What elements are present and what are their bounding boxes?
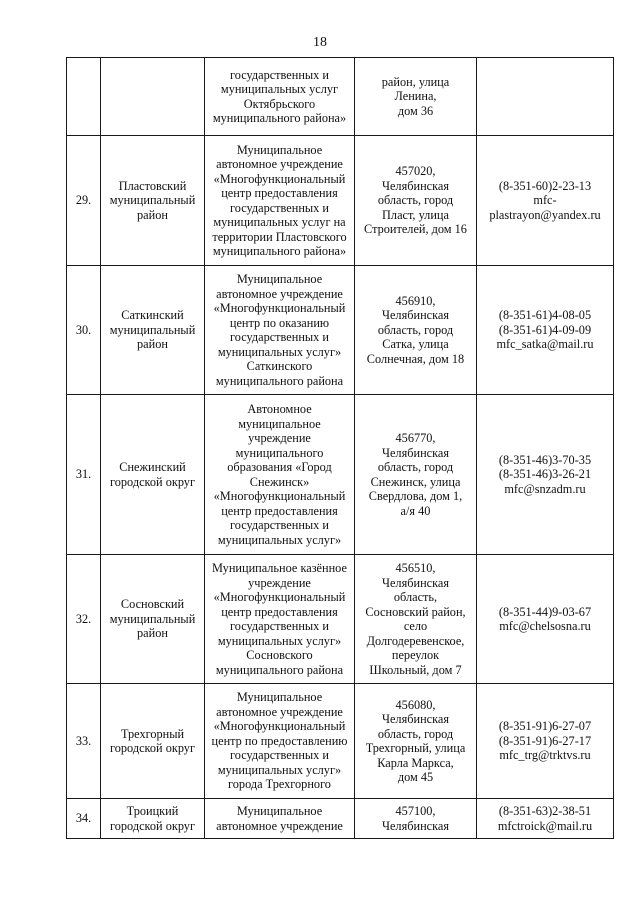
- table-row: [67, 58, 614, 136]
- table-row: [67, 395, 614, 555]
- table-row: [67, 136, 614, 266]
- district-name: Снежинский городской округ: [101, 395, 205, 555]
- contact-info: (8-351-60)2-23-13 mfc- plastrayon@yandex.ru: [477, 136, 614, 266]
- organization-name: Муниципальное автономное учреждение: [205, 799, 355, 839]
- organization-name: Муниципальное автономное учреждение «Многофункциональный центр по предоставлению государственных и муниципальных услуг» города Трехгорного: [205, 684, 355, 799]
- contact-info: (8-351-61)4-08-05 (8-351-61)4-09-09 mfc_satka@mail.ru: [477, 266, 614, 395]
- table-row: [67, 555, 614, 684]
- row-number: 30.: [67, 266, 101, 395]
- contact-info: (8-351-44)9-03-67 mfc@chelsosna.ru: [477, 555, 614, 684]
- mfc-registry-table: [66, 57, 614, 839]
- postal-address: 457100, Челябинская: [355, 799, 477, 839]
- table-row: [67, 266, 614, 395]
- organization-name: Муниципальное автономное учреждение «Многофункциональный центр предоставления государственных и муниципальных услуг на территории Пластовского муниципального района»: [205, 136, 355, 266]
- postal-address: 456510, Челябинская область, Сосновский район, село Долгодеревенское, переулок Школьный, дом 7: [355, 555, 477, 684]
- postal-address: 456770, Челябинская область, город Снежинск, улица Свердлова, дом 1, а/я 40: [355, 395, 477, 555]
- page-number: 18: [313, 35, 327, 50]
- postal-address: район, улица Ленина, дом 36: [355, 58, 477, 136]
- table-row: [67, 799, 614, 839]
- row-number: 32.: [67, 555, 101, 684]
- district-name: Пластовский муниципальный район: [101, 136, 205, 266]
- postal-address: 456080, Челябинская область, город Трехгорный, улица Карла Маркса, дом 45: [355, 684, 477, 799]
- postal-address: 457020, Челябинская область, город Пласт, улица Строителей, дом 16: [355, 136, 477, 266]
- organization-name: Муниципальное автономное учреждение «Многофункциональный центр по оказанию государственных и муниципальных услуг» Саткинского муниципального района: [205, 266, 355, 395]
- district-name: Сосновский муниципальный район: [101, 555, 205, 684]
- organization-name: Автономное муниципальное учреждение муниципального образования «Город Снежинск» «Многофункциональный центр предоставления государственных и муниципальных услуг»: [205, 395, 355, 555]
- row-number: 34.: [67, 799, 101, 839]
- contact-info: (8-351-46)3-70-35 (8-351-46)3-26-21 mfc@snzadm.ru: [477, 395, 614, 555]
- row-number: 33.: [67, 684, 101, 799]
- postal-address: 456910, Челябинская область, город Сатка, улица Солнечная, дом 18: [355, 266, 477, 395]
- organization-name: Муниципальное казённое учреждение «Многофункциональный центр предоставления государственных и муниципальных услуг» Сосновского муниципального района: [205, 555, 355, 684]
- contact-info: [477, 58, 614, 136]
- district-name: Саткинский муниципальный район: [101, 266, 205, 395]
- row-number: 29.: [67, 136, 101, 266]
- district-name: Троицкий городской округ: [101, 799, 205, 839]
- row-number: [67, 58, 101, 136]
- row-number: 31.: [67, 395, 101, 555]
- contact-info: (8-351-63)2-38-51 mfctroick@mail.ru: [477, 799, 614, 839]
- district-name: Трехгорный городской округ: [101, 684, 205, 799]
- district-name: [101, 58, 205, 136]
- table-row: [67, 684, 614, 799]
- organization-name: государственных и муниципальных услуг Октябрьского муниципального района»: [205, 58, 355, 136]
- contact-info: (8-351-91)6-27-07 (8-351-91)6-27-17 mfc_trg@trktvs.ru: [477, 684, 614, 799]
